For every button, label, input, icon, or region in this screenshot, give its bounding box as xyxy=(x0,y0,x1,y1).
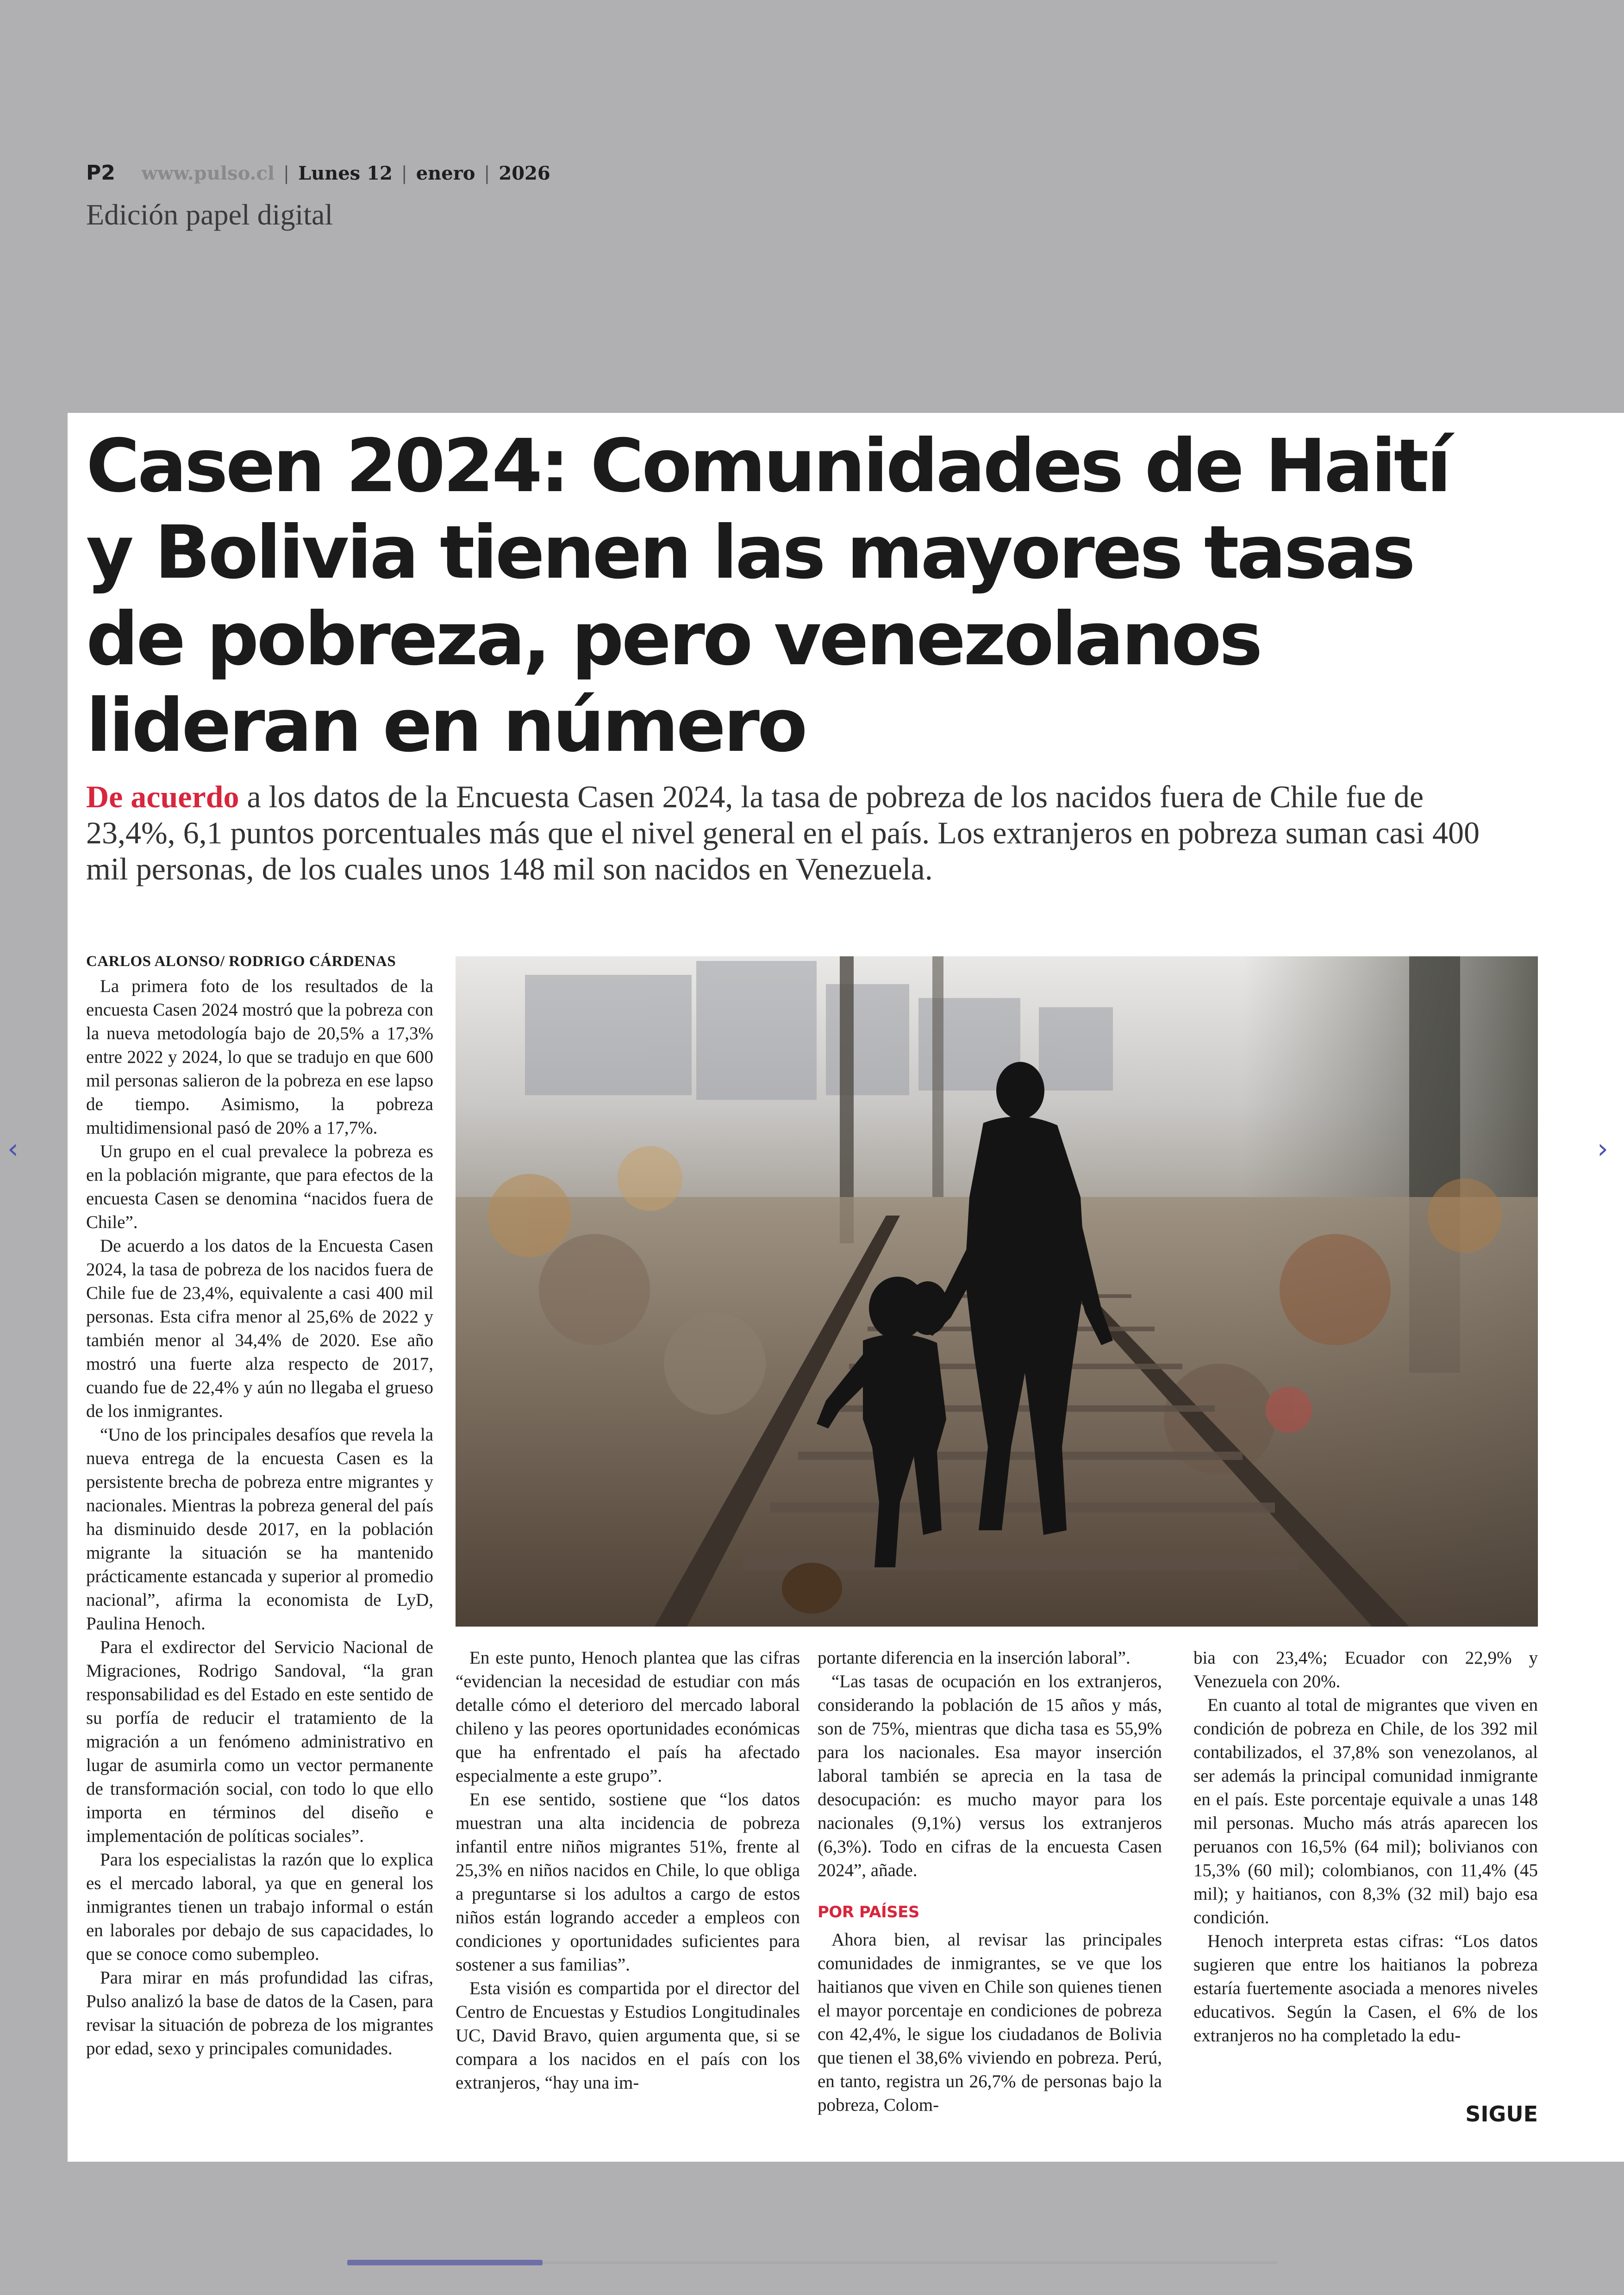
paragraph: La primera foto de los resultados de la encuesta Casen 2024 mostró que la pobreza con la nueva metodología bajo de 20,5% a 17,3% entre 2022 y 2024, lo que se tradujo en que 600 mil personas salieron de la pobreza en ese lapso de tiempo. Asimismo, la pobreza multidimensional pasó de 20% a 17,7%. xyxy=(86,976,433,1138)
paragraph: “Las tasas de ocupación en los extranjeros, considerando la población de 15 años y más, son de 75%, mientras que dicha tasa es 55,9% para los nacionales. Esa mayor inserción laboral también se aprecia en la tasa de desocupación: es mucho mayor para los nacionales (9,1%) versus los extranjeros (6,3%). Todo en cifras de la encuesta Casen 2024”, añade. xyxy=(818,1671,1162,1880)
paragraph: En este punto, Henoch plantea que las cifras “evidencian la necesidad de estudiar con más detalle cómo el deterioro del mercado laboral chileno y las peores oportunidades económicas que ha enfrentado el país ha afectado especialmente a este grupo”. xyxy=(456,1648,800,1786)
page-progress-thumb[interactable] xyxy=(347,2260,543,2265)
continue-label: SIGUE xyxy=(1465,2102,1538,2127)
article-headline: Casen 2024: Comunidades de Haití y Bolivia tienen las mayores tasas de pobreza, pero venezolanos lideran en número xyxy=(86,424,1449,768)
article-photo xyxy=(456,956,1538,1627)
paragraph: Henoch interpreta estas cifras: “Los datos sugieren que entre los haitianos la pobreza estaría fuertemente asociada a menores niveles educativos. Según la Casen, el 6% de los extranjeros no ha completado la edu- xyxy=(1193,1931,1538,2046)
paragraph: portante diferencia en la inserción laboral”. xyxy=(818,1648,1131,1668)
page-header xyxy=(86,161,550,232)
site-url: www.pulso.cl xyxy=(141,162,275,184)
photo-railway-silhouettes xyxy=(456,956,1538,1627)
paragraph: bia con 23,4%; Ecuador con 22,9% y Venezuela con 20%. xyxy=(1193,1648,1538,1691)
paragraph: En cuanto al total de migrantes que viven en condición de pobreza en Chile, de los 392 mil contabilizados, el 37,8% son venezolanos, al ser además la principal comunidad inmigrante en el país. Este porcentaje equivale a unas 148 mil personas. Mucho más atrás aparecen los peruanos con 16,5% (64 mil); bolivianos con 15,3% (60 mil); colombianos, con 11,4% (45 mil); y haitianos, con 8,3% (32 mil) bajo esa condición. xyxy=(1193,1695,1538,1927)
separator: | xyxy=(484,163,490,184)
paragraph: Para el exdirector del Servicio Nacional de Migraciones, Rodrigo Sandoval, “la gran responsabilidad es del Estado en este sentido de su porfía de reducir el tratamiento de la migración a un fenómeno administrativo en lugar de asumirla como un vector permanente de transformación social, con todo lo que ello importa en términos del diseño e implementación de políticas sociales”. xyxy=(86,1637,433,1846)
lede-highlight: De acuerdo xyxy=(86,779,239,814)
article-column-2 xyxy=(456,1646,800,2095)
paragraph: De acuerdo a los datos de la Encuesta Casen 2024, la tasa de pobreza de los nacidos fuera de Chile fue de 23,4%, equivalente a casi 400 mil personas. Esta cifra menor al 25,6% de 2022 y también menor al 34,4% de 2020. Ese año mostró una fuerte alza respecto de 2017, cuando fue de 22,4% y aún no llegaba el grueso de los inmigrantes. xyxy=(86,1236,433,1421)
date-year: 2026 xyxy=(499,162,550,184)
paragraph: “Uno de los principales desafíos que revela la nueva entrega de la encuesta Casen es la persistente brecha de pobreza entre migrantes y nacionales. Mientras la pobreza general del país ha disminuido desde 2017, en la población migrante la situación se ha mantenido prácticamente estancada y superior al promedio nacional”, afirma la economista de LyD, Paulina Henoch. xyxy=(86,1425,433,1634)
date-month: enero xyxy=(416,162,475,184)
page-progress-scrollbar[interactable] xyxy=(347,2261,1278,2264)
article-column-3 xyxy=(818,1646,1162,2117)
article-lede xyxy=(86,779,1512,887)
byline: CARLOS ALONSO/ RODRIGO CÁRDENAS xyxy=(86,953,396,970)
paragraph: Para los especialistas la razón que lo explica es el mercado laboral, ya que en general los inmigrantes tienen un trabajo informal o están en laborales por debajo de sus capacidades, lo que se conoce como subempleo. xyxy=(86,1850,433,1964)
separator: | xyxy=(283,163,290,184)
paragraph: Para mirar en más profundidad las cifras, Pulso analizó la base de datos de la Casen, para revisar la situación de pobreza de los migrantes por edad, sexo y principales comunidades. xyxy=(86,1968,433,2058)
paragraph: En ese sentido, sostiene que “los datos muestran una alta incidencia de pobreza infantil entre niños migrantes 51%, frente al 25,3% en niños nacidos en Chile, lo que obliga a preguntarse si los adultos a cargo de estos niños están logrando acceder a empleos con condiciones y oportunidades suficientes para sostener a sus familias”. xyxy=(456,1790,800,1975)
paragraph: Esta visión es compartida por el director del Centro de Encuestas y Estudios Longitudinales UC, David Bravo, quien argumenta que, si se compara a los nacidos en el país con los extranjeros, “hay una im- xyxy=(456,1978,800,2093)
lede-text: a los datos de la Encuesta Casen 2024, la tasa de pobreza de los nacidos fuera de Chile fue de 23,4%, 6,1 puntos porcentuales más que el nivel general en el país. Los extranjeros en pobreza suman casi 400 mil personas, de los cuales unos 148 mil son nacidos en Venezuela. xyxy=(86,779,1480,886)
date-day: Lunes 12 xyxy=(298,162,393,184)
previous-page-chevron-icon[interactable]: ‹ xyxy=(7,1133,19,1165)
newspaper-page xyxy=(68,413,1624,2162)
edition-label: Edición papel digital xyxy=(86,198,333,231)
section-subhead: POR PAÍSES xyxy=(818,1903,919,1921)
paragraph: Ahora bien, al revisar las principales comunidades de inmigrantes, se ve que los haitianos que viven en Chile son quienes tienen el mayor porcentaje en condiciones de pobreza con 42,4%, le sigue los ciudadanos de Bolivia que tienen el 38,6% viviendo en pobreza. Perú, en tanto, registra un 26,7% de personas bajo la pobreza, Colom- xyxy=(818,1930,1162,2115)
article-column-1 xyxy=(86,950,433,2060)
article-column-4 xyxy=(1193,1646,1538,2047)
paragraph: Un grupo en el cual prevalece la pobreza es en la población migrante, que para efectos de la encuesta Casen se denomina “nacidos fuera de Chile”. xyxy=(86,1141,433,1232)
next-page-chevron-icon[interactable]: › xyxy=(1597,1133,1608,1165)
page-info-line xyxy=(86,161,550,185)
separator: | xyxy=(401,163,407,184)
page-number: P2 xyxy=(86,161,115,185)
